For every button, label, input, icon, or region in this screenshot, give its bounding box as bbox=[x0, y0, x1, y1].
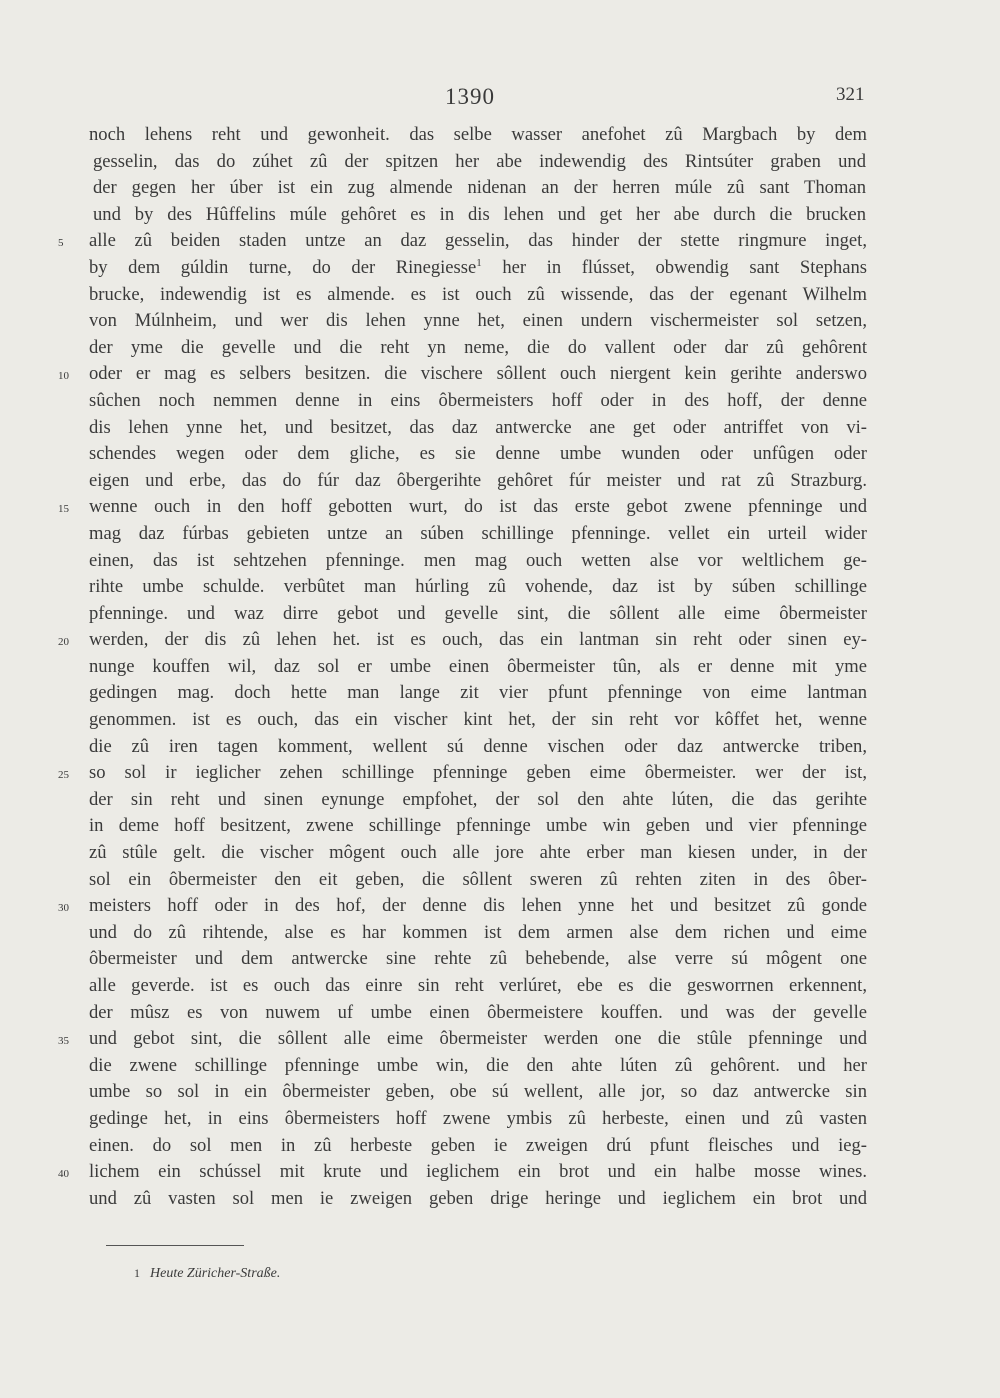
text-line: nunge kouffen wil, daz sol er umbe einen ôbermeister tûn, als er denne mit yme bbox=[89, 655, 867, 677]
text-line: die zwene schillinge pfenninge umbe win, die den ahte lúten zû gehôrent. und her bbox=[89, 1054, 867, 1076]
text-line: pfenninge. und waz dirre gebot und gevelle sint, die sôllent alle eime ôbermeister bbox=[89, 602, 867, 624]
text-line: der sin reht und sinen eynunge empfohet, der sol den ahte lúten, die das gerihte bbox=[89, 788, 867, 810]
text-line: der mûsz es von nuwem uf umbe einen ôbermeistere kouffen. und was der gevelle bbox=[89, 1001, 867, 1023]
footnote-divider bbox=[106, 1245, 244, 1246]
page-number: 321 bbox=[836, 84, 865, 105]
text-line: gesselin, das do zúhet zû der spitzen her abe indewendig des Rintsúter graben und bbox=[93, 150, 866, 172]
text-line: einen, das ist sehtzehen pfenninge. men mag ouch wetten alse vor weltlichem ge- bbox=[89, 549, 867, 571]
text-line: rihte umbe schulde. verbûtet man húrling zû vohende, daz ist by súben schillinge bbox=[89, 576, 867, 598]
text-line: mag daz fúrbas gebieten untze an súben schillinge pfenninge. vellet ein urteil wider bbox=[89, 522, 867, 544]
text-line: 15 wenne ouch in den hoff gebotten wurt, do ist das erste gebot zwene pfenninge und bbox=[0, 494, 1000, 521]
text-line: und by des Hûffelins múle gehôret es in dis lehen und get her abe durch die brucken bbox=[93, 203, 866, 225]
text-line: sûchen noch nemmen denne in eins ôbermeisters hoff oder in des hoff, der denne bbox=[89, 389, 867, 411]
text-line: die zû iren tagen komment, wellent sú denne vischen oder daz antwercke triben, bbox=[89, 735, 867, 757]
text-line: noch lehens reht und gewonheit. das selbe wasser anefohet zû Margbach by dem bbox=[89, 124, 867, 145]
text-line: genommen. ist es ouch, das ein vischer kint het, der sin reht vor kôffet het, wenne bbox=[89, 709, 867, 731]
text-line: alle geverde. ist es ouch das einre sin reht verlúret, ebe es die gesworrnen erkennent, bbox=[89, 975, 867, 996]
text-line: ôbermeister und dem antwercke sine rehte zû behebende, alse verre sú môgent one bbox=[89, 948, 867, 970]
text-line: by dem gúldin turne, do der Rinegiesse$^1$ her in flússet, obwendig sant Stephans bbox=[89, 256, 867, 278]
text-line: einen. do sol men in zû herbeste geben ie zweigen drú pfunt fleisches und ieg- bbox=[89, 1134, 867, 1156]
text-line: 35 und gebot sint, die sôllent alle eime ôbermeister werden one die stûle pfenninge und bbox=[0, 1026, 1000, 1053]
text-line: und do zû rihtende, alse es har kommen ist dem armen alse dem richen und eime bbox=[89, 921, 867, 943]
footnote-number: 1 bbox=[134, 1266, 140, 1280]
page-header-year: 1390 bbox=[445, 84, 495, 109]
line-number: 35 bbox=[58, 1035, 69, 1048]
line-number: 10 bbox=[58, 370, 69, 383]
body-text bbox=[0, 122, 1000, 1212]
text-line: der yme die gevelle und die reht yn neme, die do vallent oder dar zû gehôrent bbox=[89, 336, 867, 358]
text-line: der gegen her úber ist ein zug almende nidenan an der herren múle zû sant Thoman bbox=[93, 177, 866, 199]
text-line: 30 meisters hoff oder in des hof, der denne dis lehen ynne het und besitzet zû gonde bbox=[0, 893, 1000, 920]
footnote-marker: 1 bbox=[476, 256, 482, 269]
text-line: 5 alle zû beiden staden untze an daz gesselin, das hinder der stette ringmure inget, bbox=[0, 228, 1000, 255]
text-line: gedingen mag. doch hette man lange zit vier pfunt pfenninge von eime lantman bbox=[89, 682, 867, 704]
text-line: zû stûle gelt. die vischer môgent ouch alle jore ahte erber man kiesen under, in der bbox=[89, 842, 867, 864]
line-number: 30 bbox=[58, 902, 69, 915]
text-line: 40 lichem ein schússel mit krute und ieglichem ein brot und ein halbe mosse wines. bbox=[0, 1159, 1000, 1186]
text-line: und zû vasten sol men ie zweigen geben drige heringe und ieglichem ein brot und bbox=[89, 1187, 867, 1209]
text-line: dis lehen ynne het, und besitzet, das daz antwercke ane get oder antriffet von vi- bbox=[89, 416, 867, 438]
line-number: 25 bbox=[58, 769, 69, 782]
text-line: brucke, indewendig ist es almende. es ist ouch zû wissende, das der egenant Wilhelm bbox=[89, 283, 867, 305]
text-line: eigen und erbe, das do fúr daz ôbergerihte gehôret fúr meister und rat zû Strazburg. bbox=[89, 469, 867, 491]
line-number: 20 bbox=[58, 636, 69, 649]
footnote bbox=[134, 1266, 280, 1282]
line-number: 5 bbox=[58, 237, 64, 250]
text-line: gedinge het, in eins ôbermeisters hoff zwene ymbis zû herbeste, einen und zû vasten bbox=[89, 1107, 867, 1129]
text-line: 25 so sol ir ieglicher zehen schillinge pfenninge geben eime ôbermeister. wer der ist, bbox=[0, 760, 1000, 787]
text-line: von Múlnheim, und wer dis lehen ynne het, einen undern vischermeister sol setzen, bbox=[89, 310, 867, 332]
line-number: 40 bbox=[58, 1168, 69, 1181]
text-line: 10 oder er mag es selbers besitzen. die vischere sôllent ouch niergent kein gerihte anderswo bbox=[0, 361, 1000, 388]
text-line: schendes wegen oder dem gliche, es sie denne umbe wunden oder unfûgen oder bbox=[89, 443, 867, 465]
text-line: umbe so sol in ein ôbermeister geben, obe sú wellent, alle jor, so daz antwercke sin bbox=[89, 1081, 867, 1103]
text-line: sol ein ôbermeister den eit geben, die sôllent sweren zû rehten ziten in des ôber- bbox=[89, 868, 867, 890]
footnote-text: Heute Züricher-Straße. bbox=[150, 1266, 281, 1281]
text-line: 20 werden, der dis zû lehen het. ist es ouch, das ein lantman sin reht oder sinen ey- bbox=[0, 627, 1000, 654]
line-number: 15 bbox=[58, 503, 69, 516]
text-line: in deme hoff besitzent, zwene schillinge pfenninge umbe win geben und vier pfenninge bbox=[89, 815, 867, 837]
